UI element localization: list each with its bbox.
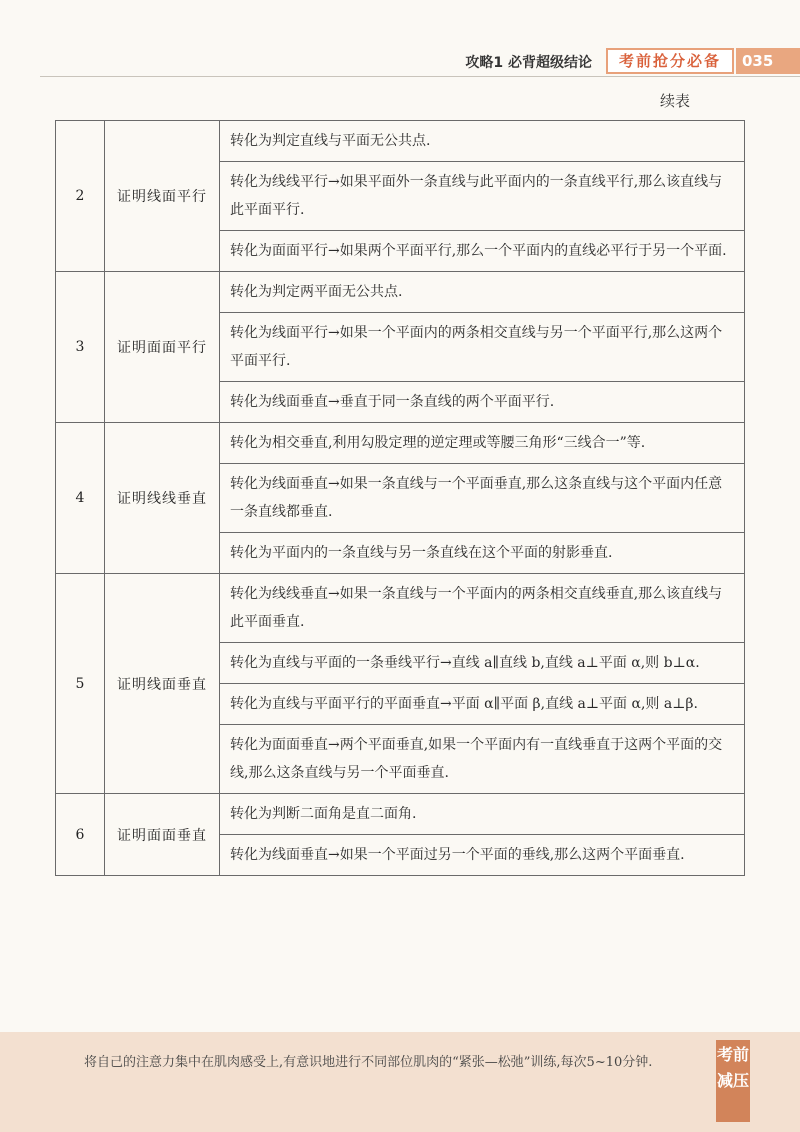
page-number: 035 [736, 48, 800, 74]
row-title: 证明面面平行 [105, 272, 220, 423]
row-number: 4 [56, 423, 105, 574]
row-title: 证明面面垂直 [105, 794, 220, 876]
table-row [56, 574, 745, 643]
table-row [56, 794, 745, 835]
method-cell: 转化为面面平行→如果两个平面平行,那么一个平面内的直线必平行于另一个平面. [220, 231, 745, 272]
page-header [0, 46, 800, 76]
header-divider [40, 76, 800, 77]
row-number: 6 [56, 794, 105, 876]
method-cell: 转化为线面垂直→如果一条直线与一个平面垂直,那么这条直线与这个平面内任意一条直线都垂直. [220, 464, 745, 533]
footer-mark: 考前减压 [716, 1040, 750, 1122]
method-cell: 转化为线线平行→如果平面外一条直线与此平面内的一条直线平行,那么该直线与此平面平行. [220, 162, 745, 231]
table-row [56, 272, 745, 313]
methods-table [55, 120, 745, 876]
row-number: 2 [56, 121, 105, 272]
method-cell: 转化为直线与平面平行的平面垂直→平面 α∥平面 β,直线 a⊥平面 α,则 a⊥β. [220, 684, 745, 725]
section-title: 攻略1 必背超级结论 [465, 55, 592, 71]
method-cell: 转化为线面垂直→垂直于同一条直线的两个平面平行. [220, 382, 745, 423]
header-badge: 考前抢分必备 [606, 48, 734, 74]
footer-band [0, 1032, 800, 1132]
row-title: 证明线面垂直 [105, 574, 220, 794]
method-cell: 转化为判定两平面无公共点. [220, 272, 745, 313]
method-cell: 转化为相交垂直,利用勾股定理的逆定理或等腰三角形“三线合一”等. [220, 423, 745, 464]
row-title: 证明线线垂直 [105, 423, 220, 574]
method-cell: 转化为平面内的一条直线与另一条直线在这个平面的射影垂直. [220, 533, 745, 574]
method-cell: 转化为判断二面角是直二面角. [220, 794, 745, 835]
method-cell: 转化为线面垂直→如果一个平面过另一个平面的垂线,那么这两个平面垂直. [220, 835, 745, 876]
row-number: 3 [56, 272, 105, 423]
footer-tip: 将自己的注意力集中在肌肉感受上,有意识地进行不同部位肌肉的“紧张—松弛”训练,每次5~10分钟. [84, 1055, 653, 1070]
table-row [56, 121, 745, 162]
method-cell: 转化为线线垂直→如果一条直线与一个平面内的两条相交直线垂直,那么该直线与此平面垂直. [220, 574, 745, 643]
row-title: 证明线面平行 [105, 121, 220, 272]
method-cell: 转化为直线与平面的一条垂线平行→直线 a∥直线 b,直线 a⊥平面 α,则 b⊥α. [220, 643, 745, 684]
method-cell: 转化为线面平行→如果一个平面内的两条相交直线与另一个平面平行,那么这两个平面平行. [220, 313, 745, 382]
method-cell: 转化为判定直线与平面无公共点. [220, 121, 745, 162]
row-number: 5 [56, 574, 105, 794]
method-cell: 转化为面面垂直→两个平面垂直,如果一个平面内有一直线垂直于这两个平面的交线,那么这条直线与另一个平面垂直. [220, 725, 745, 794]
table-row [56, 423, 745, 464]
continued-label: 续表 [660, 92, 691, 110]
